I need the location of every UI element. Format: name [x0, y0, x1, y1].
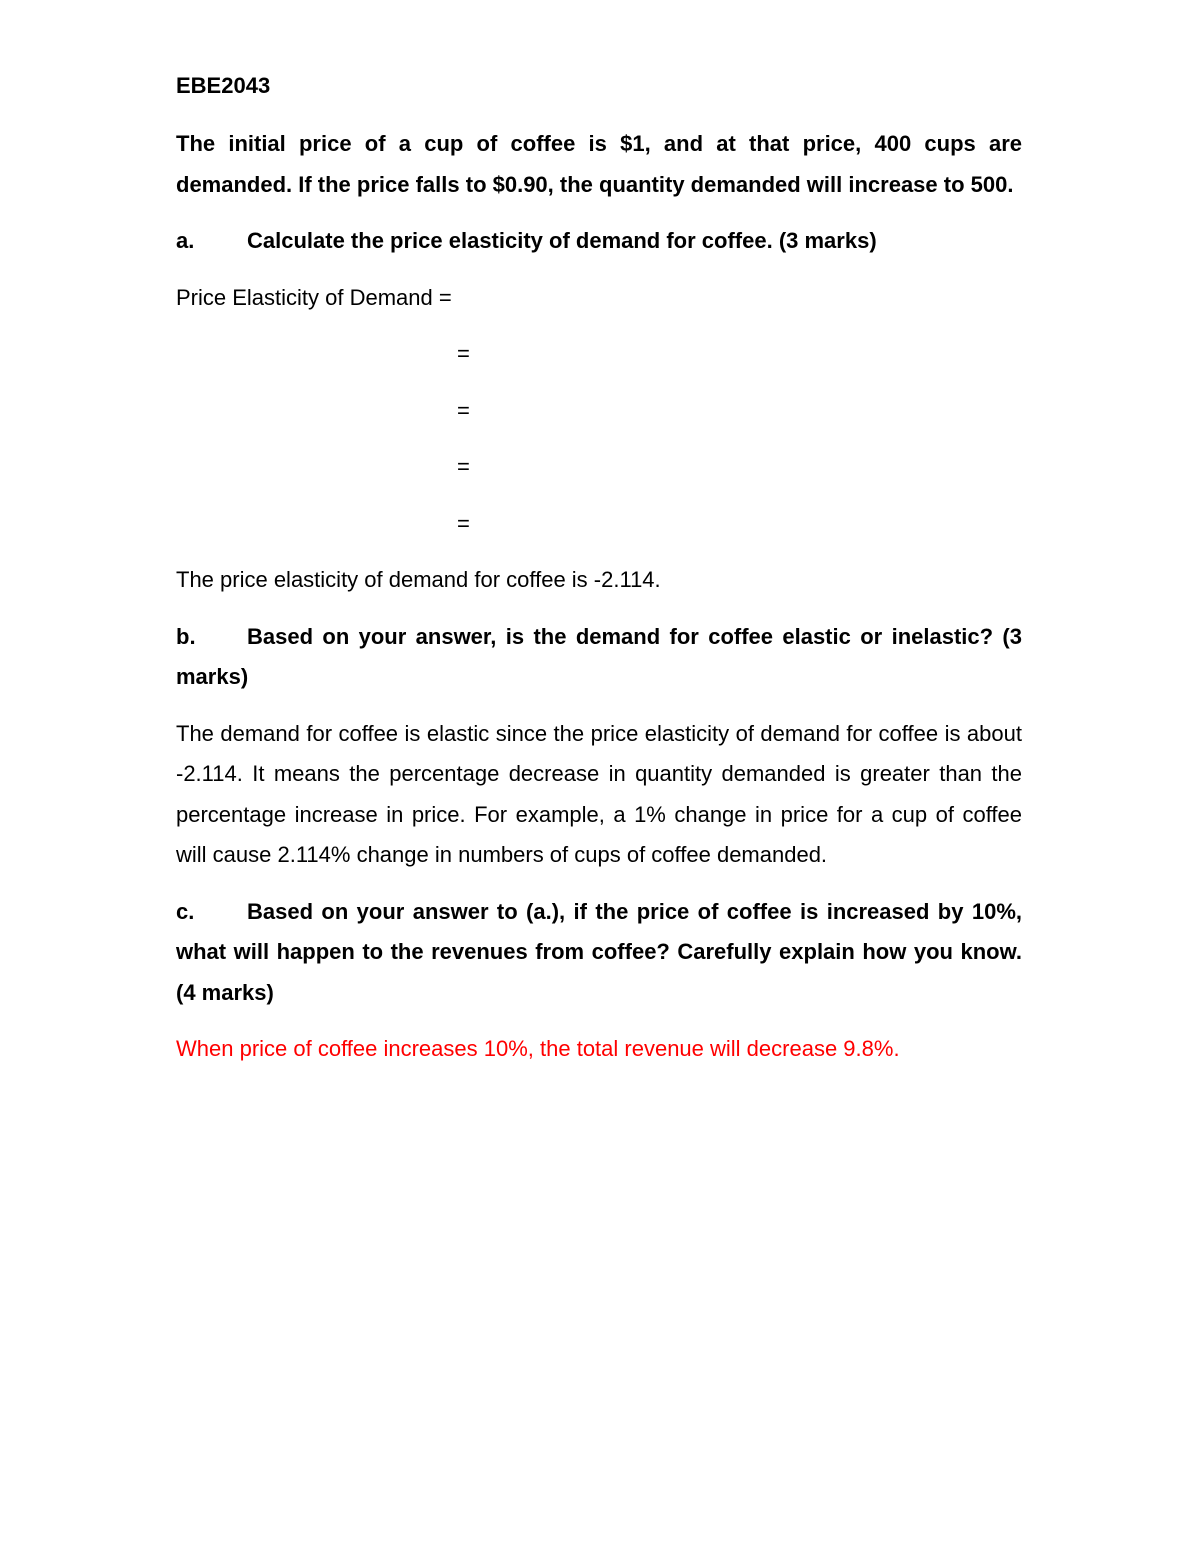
question-a-letter: a.	[176, 228, 195, 253]
question-b	[176, 617, 1022, 698]
question-a-text: Calculate the price elasticity of demand for coffee. (3 marks)	[247, 228, 877, 253]
formula-line-3	[176, 391, 1022, 432]
answer-b: The demand for coffee is elastic since the price elasticity of demand for coffee is about -2.114. It means the percentage decrease in quantity demanded is greater than the percentage increase in price. For example, a 1% change in price for a cup of coffee will cause 2.114% change in numbers of cups of coffee demanded.	[176, 720, 1022, 867]
equals-sign: =	[457, 341, 470, 366]
formula-line-2	[176, 334, 1022, 375]
equals-sign: =	[457, 397, 470, 423]
equals-sign: =	[457, 454, 470, 479]
question-a	[176, 221, 1022, 262]
question-c	[176, 892, 1022, 1014]
formula-line-5	[176, 504, 1022, 545]
answer-c: When price of coffee increases 10%, the total revenue will decrease 9.8%.	[176, 1036, 900, 1061]
question-b-letter: b.	[176, 623, 196, 649]
formula-line-4	[176, 447, 1022, 488]
formula-line-1	[176, 278, 1022, 319]
document-body	[176, 66, 1022, 1086]
answer-a: The price elasticity of demand for coffee is -2.114.	[176, 567, 661, 592]
problem-statement: The initial price of a cup of coffee is $1, and at that price, 400 cups are demanded. If the price falls to $0.90, the quantity demanded will increase to 500.	[176, 131, 1022, 197]
formula-label: Price Elasticity of Demand =	[176, 284, 452, 310]
question-c-text: Based on your answer to (a.), if the price of coffee is increased by 10%, what will happen to the revenues from coffee? Carefully explain how you know. (4 marks)	[176, 898, 1022, 1005]
question-c-letter: c.	[176, 898, 195, 924]
course-code: EBE2043	[176, 73, 271, 98]
question-b-text: Based on your answer, is the demand for coffee elastic or inelastic? (3 marks)	[176, 623, 1022, 689]
equals-sign: =	[457, 510, 470, 536]
